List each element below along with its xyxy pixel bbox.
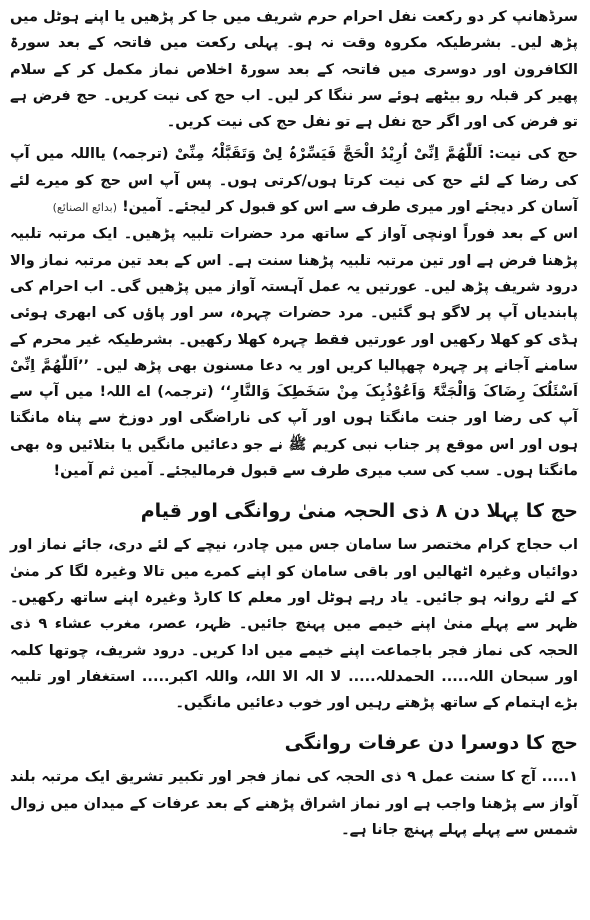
hajj-intention-paragraph: [10, 141, 578, 221]
list-item: [10, 764, 578, 843]
day-two-paragraph: ۱..... آج کا سنت عمل ۹ ذی الحجہ کی نماز فجر اور تکبیر تشریق ایک مرتبہ بلند آواز سے پڑھنا واجب ہے اور نماز اشراق پڑھنے کے بعد عرفات کے میدان میں زوال شمس سے پہلے پہلے پہنچ جانا ہے۔: [10, 769, 579, 839]
section-heading-day-one: حج کا پہلا دن ۸ ذی الحجہ منیٰ روانگی اور قیام: [140, 500, 578, 523]
list-item-number: ۱.....: [535, 769, 579, 786]
source-citation: (بدائع الصنائع): [52, 201, 117, 215]
hajj-intention-text: حج کی نیت: اَللّٰھُمَّ اِنِّیْ اُرِیْدُ الْحَجَّ فَیَسِّرْہُ لِیْ وَتَقَبَّلْہُ مِنِّیْ (ترجمہ) یااللہ میں آپ کی رضا کے لئے حج کی نیت کرتا ہوں/کرتی ہوں۔ پس آپ اس حج کو میرے لئے آسان کر دیجئے اور میری طرف سے اس کو قبول کر لیجئے۔ آمین!: [10, 146, 578, 216]
section-heading-day-two: حج کا دوسرا دن عرفات روانگی: [284, 732, 578, 755]
talbiyah-paragraph: اس کے بعد فوراً اونچی آواز کے ساتھ مرد حضرات تلبیہ پڑھیں۔ ایک مرتبہ تلبیہ پڑھنا فرض ہے اور تین مرتبہ تلبیہ پڑھنا سنت ہے۔ اس کے بعد تین مرتبہ نماز والا درود شریف پڑھ لیں۔ عورتیں یہ عمل آہستہ آواز میں پڑھیں گی۔ اب احرام کی پابندیاں آپ پر لاگو ہو گئیں۔ مرد حضرات چہرہ، سر اور پاؤں کی ابھری ہوئی ہڈی کو کھلا رکھیں اور عورتیں فقط چہرہ کھلا رکھیں۔ بشرطیکہ غیر محرم کے سامنے آجانے پر چہرہ چھپالیا کریں اور یہ دعا مسنون بھی پڑھ لیں۔ ’’اَللّٰھُمَّ اِنِّیْ اَسْئَلُکَ رِضَاکَ وَالْجَنَّۃَ وَاَعُوْذُبِکَ مِنْ سَخَطِکَ وَالنَّارِ‘‘ (ترجمہ) اے اللہ! میں آپ سے آپ کی رضا اور جنت مانگتا ہوں اور آپ کی ناراضگی اور دوزخ سے پناہ مانگتا ہوں اور اس موقع پر جناب نبی کریم ﷺ نے جو دعائیں مانگیں یا بتلائیں وہ بھی مانگتا ہوں۔ سب کی سب میری طرف سے قبول فرمالیجئے۔ آمین ثم آمین!: [10, 226, 578, 480]
day-one-paragraph: اب حجاج کرام مختصر سا سامان جس میں چادر، نیچے کے لئے دری، جائے نماز اور دوائیاں وغیرہ اٹھالیں اور باقی سامان کو اپنے کمرے میں تالا وغیرہ لگا کر منیٰ کے لئے روانہ ہو جائیں۔ یاد رہے ہوٹل اور معلم کا کارڈ وغیرہ اپنے ساتھ رکھیں۔ ظہر سے پہلے منیٰ اپنے خیمے میں پہنچ جائیں۔ ظہر، عصر، مغرب عشاء ۹ ذی الحجہ کی نماز فجر باجماعت اپنے خیمے میں ادا کریں۔ درود شریف، چوتھا کلمہ اور سبحان اللہ..... الحمدللہ..... لا الہ الا اللہ، واللہ اکبر..... استغفار اور تلبیہ بڑے اہتمام کے ساتھ پڑھتے رہیں اور خوب دعائیں مانگیں۔: [10, 537, 579, 712]
intro-paragraph: سرڈھانپ کر دو رکعت نفل احرام حرم شریف میں جا کر پڑھیں یا اپنے ہوٹل میں پڑھ لیں۔ بشرطیکہ مکروہ وقت نہ ہو۔ پہلی رکعت میں فاتحہ کے بعد سورۃ الکافرون اور دوسری میں فاتحہ کے بعد سورۃ اخلاص نماز مکمل کر کے سلام پھیر کر قبلہ رو بیٹھے ہوئے سر ننگا کر لیں۔ اب حج کی نیت کریں۔ حج فرض ہے تو فرض کی اور اگر حج نفل ہے تو نفل حج کی نیت کریں۔: [10, 9, 578, 131]
